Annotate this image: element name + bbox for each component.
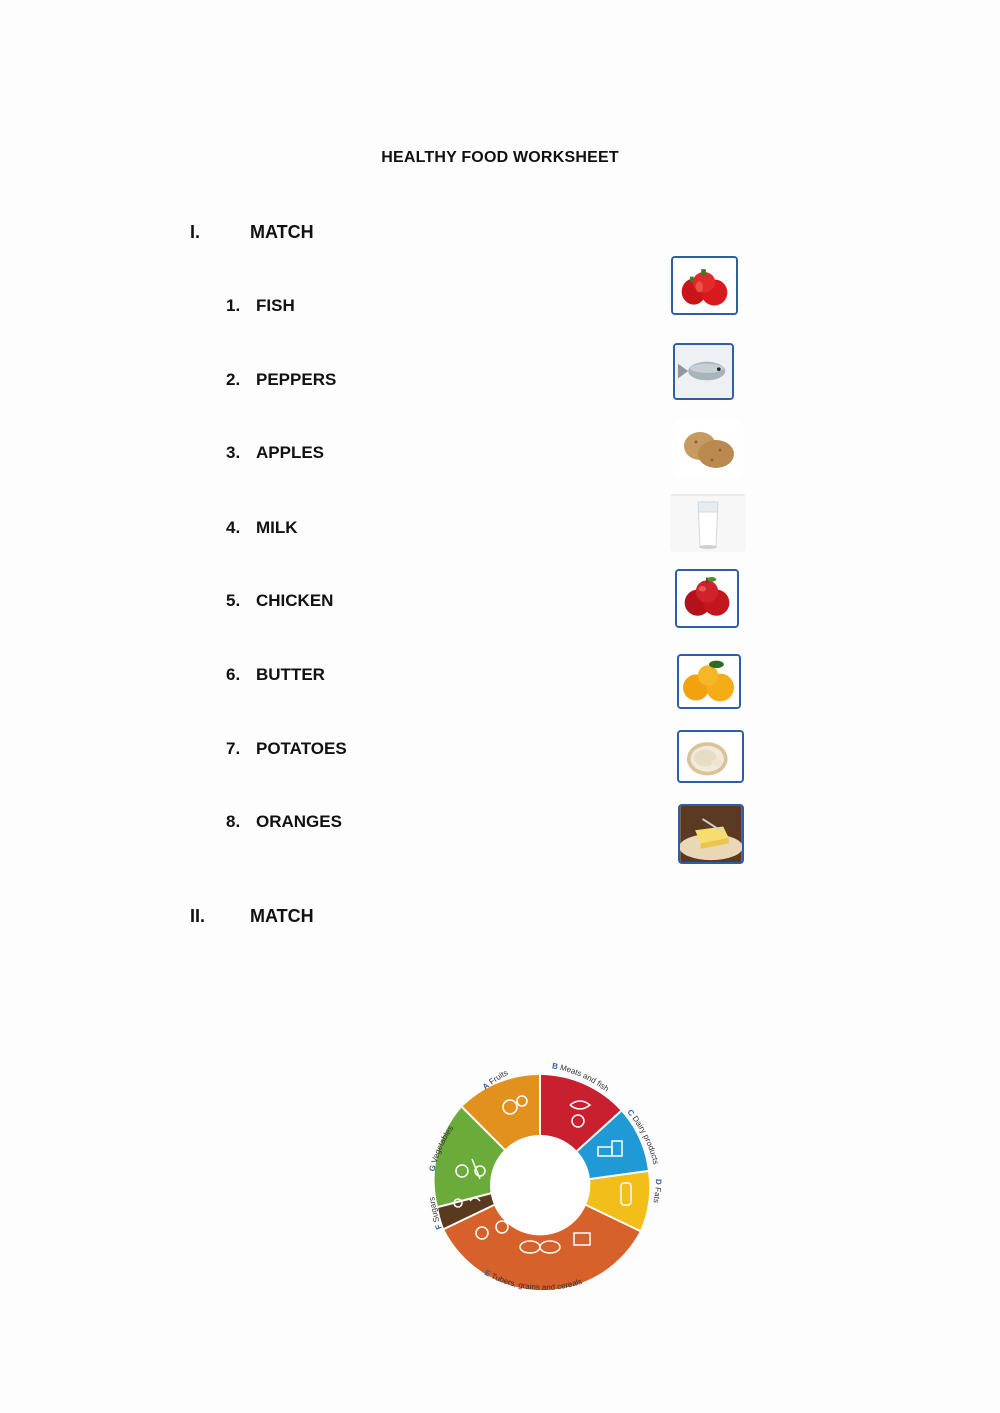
list-item [226,296,295,316]
section-2-heading [190,906,314,927]
wheel-letter: G [427,1164,438,1173]
list-item [226,665,325,685]
wheel-label: Meats and fish [559,1062,611,1094]
section-1-heading [190,222,314,243]
wheel-label: Vegetables [429,1123,456,1165]
item-word: CHICKEN [256,591,334,610]
item-word: APPLES [256,443,325,462]
list-item [226,739,347,759]
list-item [226,812,342,832]
list-item [226,591,333,611]
section-number: II. [190,906,206,926]
item-number: 1. [226,296,241,315]
section-label: MATCH [250,906,314,926]
food-groups-wheel [410,1055,670,1295]
wheel-label: Fats [651,1186,663,1204]
section-number: I. [190,222,201,242]
fish-image[interactable] [673,343,734,400]
worksheet-title: HEALTHY FOOD WORKSHEET [381,149,619,166]
list-item [226,443,324,463]
red-peppers-image[interactable] [671,256,738,315]
wheel-letter: D [653,1178,664,1185]
wheel-label: Fruits [487,1068,510,1087]
svg-text:D Fats [651,1179,663,1204]
butter-image[interactable] [678,804,744,864]
wheel-label: Tubers, grains and cereals [489,1271,584,1293]
wheel-letter: F [433,1223,444,1231]
wheel-letter: E [483,1268,493,1279]
section-label: MATCH [250,222,314,242]
wheel-letter: A [480,1080,492,1092]
potatoes-image[interactable] [676,420,740,477]
item-word: BUTTER [256,665,325,684]
item-word: POTATOES [256,739,347,758]
oranges-image[interactable] [677,654,741,709]
item-number: 3. [226,443,241,462]
item-number: 7. [226,739,241,758]
item-number: 5. [226,591,241,610]
item-word: ORANGES [256,812,342,831]
chicken-image[interactable] [677,730,744,783]
wheel-letter: B [551,1061,559,1072]
wheel-label: Sugars [427,1196,442,1224]
item-number: 8. [226,812,241,831]
item-word: PEPPERS [256,370,337,389]
item-number: 4. [226,518,241,537]
item-word: MILK [256,518,298,537]
list-item [226,370,336,390]
glass-of-milk-image[interactable] [670,494,746,552]
wheel-label: Dairy products [630,1114,661,1166]
item-word: FISH [256,296,295,315]
wheel-letter: C [625,1107,637,1118]
list-item [226,518,298,538]
item-number: 2. [226,370,241,389]
red-apples-image[interactable] [675,569,739,628]
item-number: 6. [226,665,241,684]
